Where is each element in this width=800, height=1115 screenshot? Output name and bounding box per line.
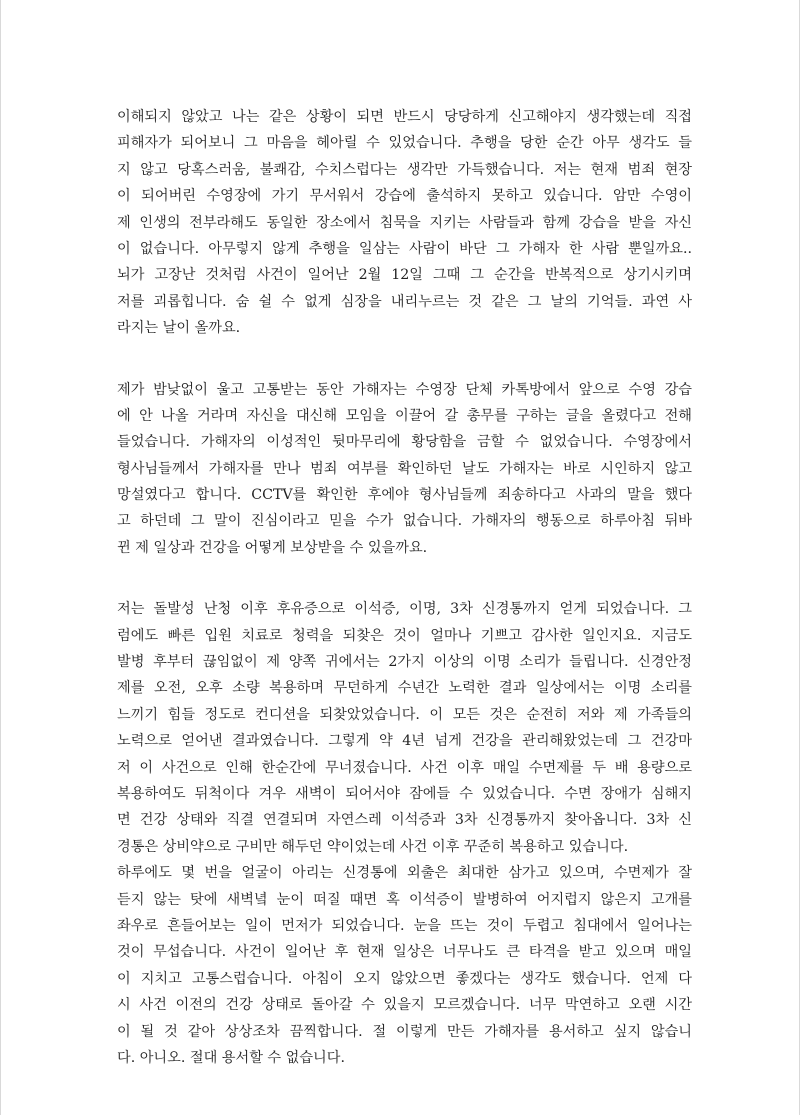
text-line: 에 안 나올 거라며 자신을 대신해 모임을 이끌어 갈 총무를 구하는 글을 올렸다고 전해 [117,407,692,424]
paragraph-3 [117,596,692,860]
text-line: 노력으로 얻어낸 결과였습니다. 그렇게 약 4년 넘게 건강을 관리해왔었는데 그 건강마 [117,733,692,750]
text-line: 뇌가 고장난 것처럼 사건이 일어난 2월 12일 그때 그 순간을 반복적으로 상기시키며 [117,267,692,284]
text-line: 제를 오전, 오후 소량 복용하며 무던하게 수년간 노력한 결과 일상에서는 이명 소리를 [117,680,692,697]
paragraph-1 [117,104,692,342]
text-line: 고 하던데 그 말이 진심이라고 믿을 수가 없습니다. 가해자의 행동으로 하루아침 뒤바 [117,513,692,530]
text-line: 좌우로 흔들어보는 일이 먼저가 되었습니다. 눈을 뜨는 것이 두렵고 침대에서 일어나는 [117,917,692,934]
document-body [117,104,692,1106]
text-line: 저를 괴롭힙니다. 숨 쉴 수 없게 심장을 내리누르는 것 같은 그 날의 기억들. 과연 사 [117,293,692,310]
text-line: 라지는 날이 올까요. [117,320,241,337]
text-line: 제 인생의 전부라해도 동일한 장소에서 침묵을 지키는 사람들과 함께 강습을 받을 자신 [117,214,692,231]
text-line: 망설였다고 합니다. CCTV를 확인한 후에야 형사님들께 죄송하다고 사과의 말을 했다 [117,487,692,504]
paragraph-2 [117,377,692,562]
text-line: 경통은 상비약으로 구비만 해두던 약이었는데 사건 이후 꾸준히 복용하고 있습니다. [117,838,629,855]
text-line: 이 없습니다. 아무렇지 않게 추행을 일삼는 사람이 바단 그 가해자 한 사람 뿐일까요.. [117,240,692,257]
text-line: 이해되지 않았고 나는 같은 상황이 되면 반드시 당당하게 신고해야지 생각했는데 직접 [117,109,692,125]
text-line: 하루에도 몇 번을 얼굴이 아리는 신경통에 외출은 최대한 삼가고 있으며, 수면제가 잘 [117,865,692,882]
text-line: 발병 후부터 끊임없이 제 양쪽 귀에서는 2가지 이상의 이명 소리가 들립니다. 신경안정 [117,654,692,671]
text-line: 저는 돌발성 난청 이후 후유증으로 이석증, 이명, 3차 신경통까지 얻게 되었습니다. 그 [117,601,692,618]
text-line: 이 지치고 고통스럽습니다. 아침이 오지 않았으면 좋겠다는 생각도 했습니다. 언제 다 [117,970,692,987]
text-line: 피해자가 되어보니 그 마음을 헤아릴 수 있었습니다. 추행을 당한 순간 아무 생각도 들 [117,135,692,152]
text-line: 형사님들께서 가해자를 만나 범죄 여부를 확인하던 날도 가해자는 바로 시인하지 않고 [117,460,692,477]
text-line: 면 건강 상태와 직결 연결되며 자연스레 이석증과 3차 신경통까지 찾아옵니다. 3차 신 [117,812,692,829]
text-line: 들었습니다. 가해자의 이성적인 뒷마무리에 황당함을 금할 수 없었습니다. 수영장에서 [117,434,692,451]
text-line: 다. 아니오. 절대 용서할 수 없습니다. [117,1049,345,1066]
text-line: 지 않고 당혹스러움, 불쾌감, 수치스럽다는 생각만 가득했습니다. 저는 현재 범죄 현장 [117,161,692,178]
text-line: 복용하여도 뒤척이다 겨우 새벽이 되어서야 잠에들 수 있었습니다. 수면 장애가 심해지 [117,785,692,802]
text-line: 시 사건 이전의 건강 상태로 돌아갈 수 있을지 모르겠습니다. 너무 막연하고 오랜 시간 [117,997,692,1014]
paragraph-4 [117,860,692,1071]
text-line: 듣지 않는 탓에 새벽녘 눈이 떠질 때면 혹 이석증이 발병하여 어지럽지 않은지 고개를 [117,891,692,908]
text-line: 느끼기 힘들 정도로 컨디션을 되찾았었습니다. 이 모든 것은 순전히 저와 제 가족들의 [117,706,692,723]
text-line: 럼에도 빠른 입원 치료로 청력을 되찾은 것이 얼마나 기쁘고 감사한 일인지요. 지금도 [117,627,692,644]
text-line: 이 될 것 같아 상상조차 끔찍합니다. 절 이렇게 만든 가해자를 용서하고 싶지 않습니 [117,1023,692,1040]
text-line: 제가 밤낮없이 울고 고통받는 동안 가해자는 수영장 단체 카톡방에서 앞으로 수영 강습 [117,381,692,398]
text-line: 저 이 사건으로 인해 한순간에 무너졌습니다. 사건 이후 매일 수면제를 두 배 용량으로 [117,759,692,776]
text-line: 이 되어버린 수영장에 가기 무서워서 강습에 출석하지 못하고 있습니다. 암만 수영이 [117,188,692,205]
text-line: 것이 무섭습니다. 사건이 일어난 후 현재 일상은 너무나도 큰 타격을 받고 있으며 매일 [117,944,692,961]
text-line: 뀐 제 일상과 건강을 어떻게 보상받을 수 있을까요. [117,539,428,556]
